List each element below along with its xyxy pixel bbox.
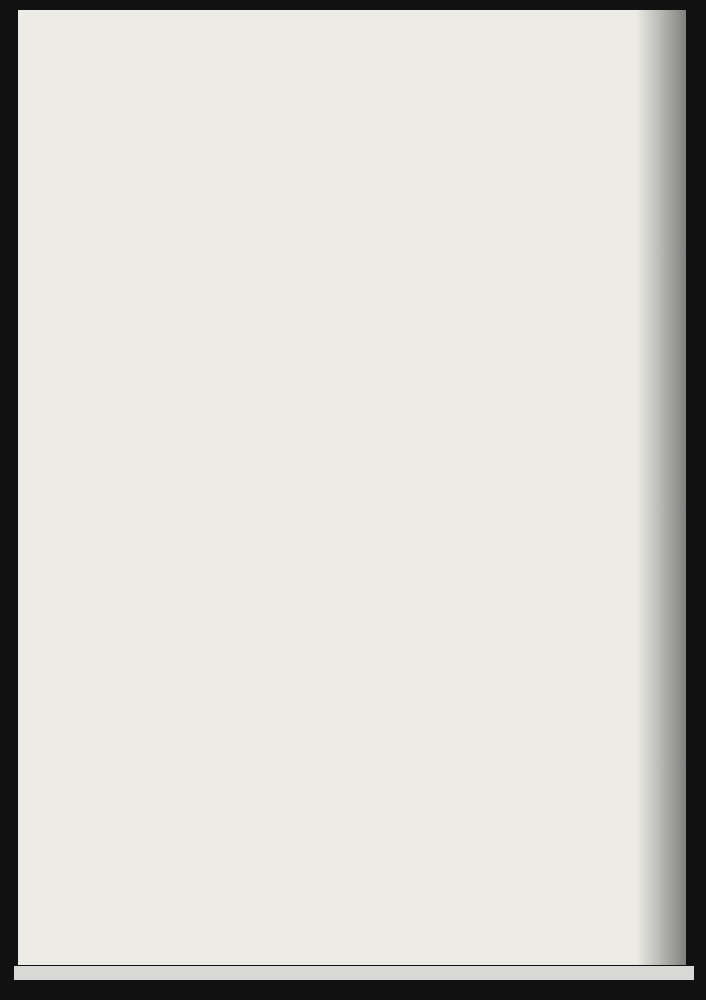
scan-shadow <box>636 10 686 965</box>
ledger-sheet <box>18 10 686 965</box>
scan-bottom-strip <box>14 966 694 980</box>
